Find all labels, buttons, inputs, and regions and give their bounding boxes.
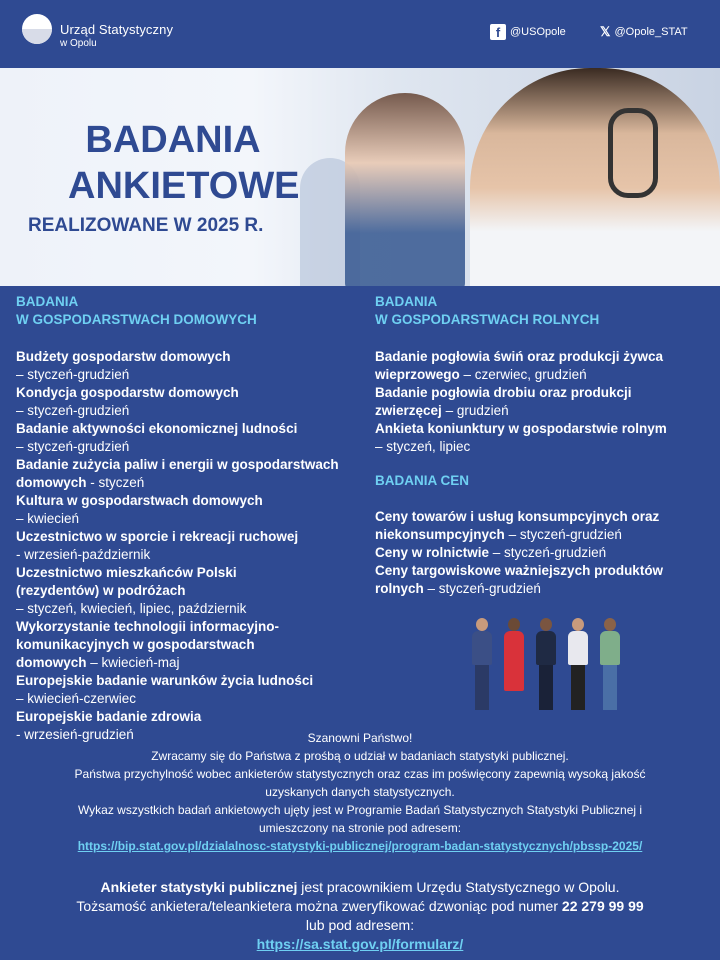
twitter-handle: @Opole_STAT <box>614 26 688 38</box>
person-figure <box>566 618 590 710</box>
person-figure <box>502 618 526 710</box>
org-name: Urząd Statystyczny <box>60 22 174 37</box>
notice-block: Szanowni Państwo! Zwracamy się do Państwa z prośbą o udział w badaniach statystyki publicznej. Państwa przychylność wobec ankieterów statystycznych oraz czas im poświęcony zapewnią wysoką jakość uzyskanych danych statystycznych. Wykaz wszystkich badań ankietowych ujęty jest w Programie Badań Statystycznych Statystyki Publicznej i umieszczony na stronie pod adresem: https://bip.stat.gov.pl/dzialalnosc-statystyki-publicznej/program-badan-statystycznych/pbssp-2025/ <box>0 729 720 855</box>
farms-list <box>375 348 695 456</box>
list-item: Kultura w gospodarstwach domowych – kwiecień <box>16 493 263 526</box>
list-item: Ceny towarów i usług konsumpcyjnych oraz niekonsumpcyjnych – styczeń-grudzień <box>375 509 660 542</box>
hero-subtitle: REALIZOWANE W 2025 R. <box>28 215 264 236</box>
notice-greeting: Szanowni Państwo! <box>307 731 413 745</box>
list-item: Uczestnictwo w sporcie i rekreacji ruchowej - wrzesień-październik <box>16 529 299 562</box>
list-item: Budżety gospodarstw domowych – styczeń-grudzień <box>16 349 231 382</box>
list-item: Ceny w rolnictwie – styczeń-grudzień <box>375 545 607 560</box>
x-icon: 𝕏 <box>600 24 611 39</box>
list-item: Ceny targowiskowe ważniejszych produktów rolnych – styczeń-grudzień <box>375 563 664 596</box>
farms-heading: BADANIA W GOSPODARSTWACH ROLNYCH <box>375 294 600 327</box>
person-figure <box>534 618 558 710</box>
list-item: Badanie zużycia paliw i energii w gospodarstwach domowych - styczeń <box>16 457 339 490</box>
verification-link[interactable]: https://sa.stat.gov.pl/formularz/ <box>256 936 464 952</box>
list-item: Wykorzystanie technologii informacyjno-komunikacyjnych w gospodarstwach domowych – kwiecień-maj <box>16 619 280 670</box>
list-item: Europejskie badanie warunków życia ludności – kwiecień-czerwiec <box>16 673 314 706</box>
list-item: Uczestnictwo mieszkańców Polski (rezydentów) w podróżach <box>16 565 237 598</box>
footer-block: Ankieter statystyki publicznej jest pracownikiem Urzędu Statystycznego w Opolu. Tożsamość ankietera/teleankietera można zweryfikować dzwoniąc pod numer 22 279 99 99 lub pod adresem: https://sa.stat.gov.pl/formularz/ <box>76 879 644 952</box>
hero-photo-person <box>345 93 465 286</box>
households-heading: BADANIA W GOSPODARSTWACH DOMOWYCH <box>16 294 257 327</box>
prices-heading: BADANIA CEN <box>375 473 469 488</box>
list-item: Europejskie badanie zdrowia - wrzesień-grudzień <box>16 709 202 742</box>
headset-icon <box>608 108 658 198</box>
twitter-link[interactable] <box>600 24 688 40</box>
org-city: w Opolu <box>60 38 97 49</box>
list-item: Kondycja gospodarstw domowych – styczeń-grudzień <box>16 385 239 418</box>
facebook-link[interactable] <box>490 24 566 40</box>
program-link[interactable]: https://bip.stat.gov.pl/dzialalnosc-statystyki-publicznej/program-badan-statystycznych/pbssp-2025/ <box>77 839 643 853</box>
list-item: Badanie pogłowia drobiu oraz produkcji zwierzęcej – grudzień <box>375 385 632 418</box>
people-illustration <box>470 618 630 710</box>
list-item: Badanie aktywności ekonomicznej ludności – styczeń-grudzień <box>16 421 298 454</box>
list-item: Badanie pogłowia świń oraz produkcji żywca wieprzowego – czerwiec, grudzień <box>375 349 664 382</box>
list-item: – styczeń, kwiecień, lipiec, październik <box>16 601 247 616</box>
header-bar <box>0 0 720 68</box>
logo-icon <box>22 14 52 44</box>
facebook-icon: f <box>490 24 506 40</box>
list-item: Ankieta koniunktury w gospodarstwie rolnym – styczeń, lipiec <box>375 421 667 454</box>
phone-number: 22 279 99 99 <box>561 898 644 914</box>
hero-photo-person <box>470 68 720 286</box>
person-figure <box>598 618 622 710</box>
households-list <box>16 348 356 744</box>
facebook-handle: @USOpole <box>510 26 566 38</box>
prices-list <box>375 508 695 598</box>
hero-title: BADANIA ANKIETOWE <box>68 119 300 207</box>
person-figure <box>470 618 494 710</box>
